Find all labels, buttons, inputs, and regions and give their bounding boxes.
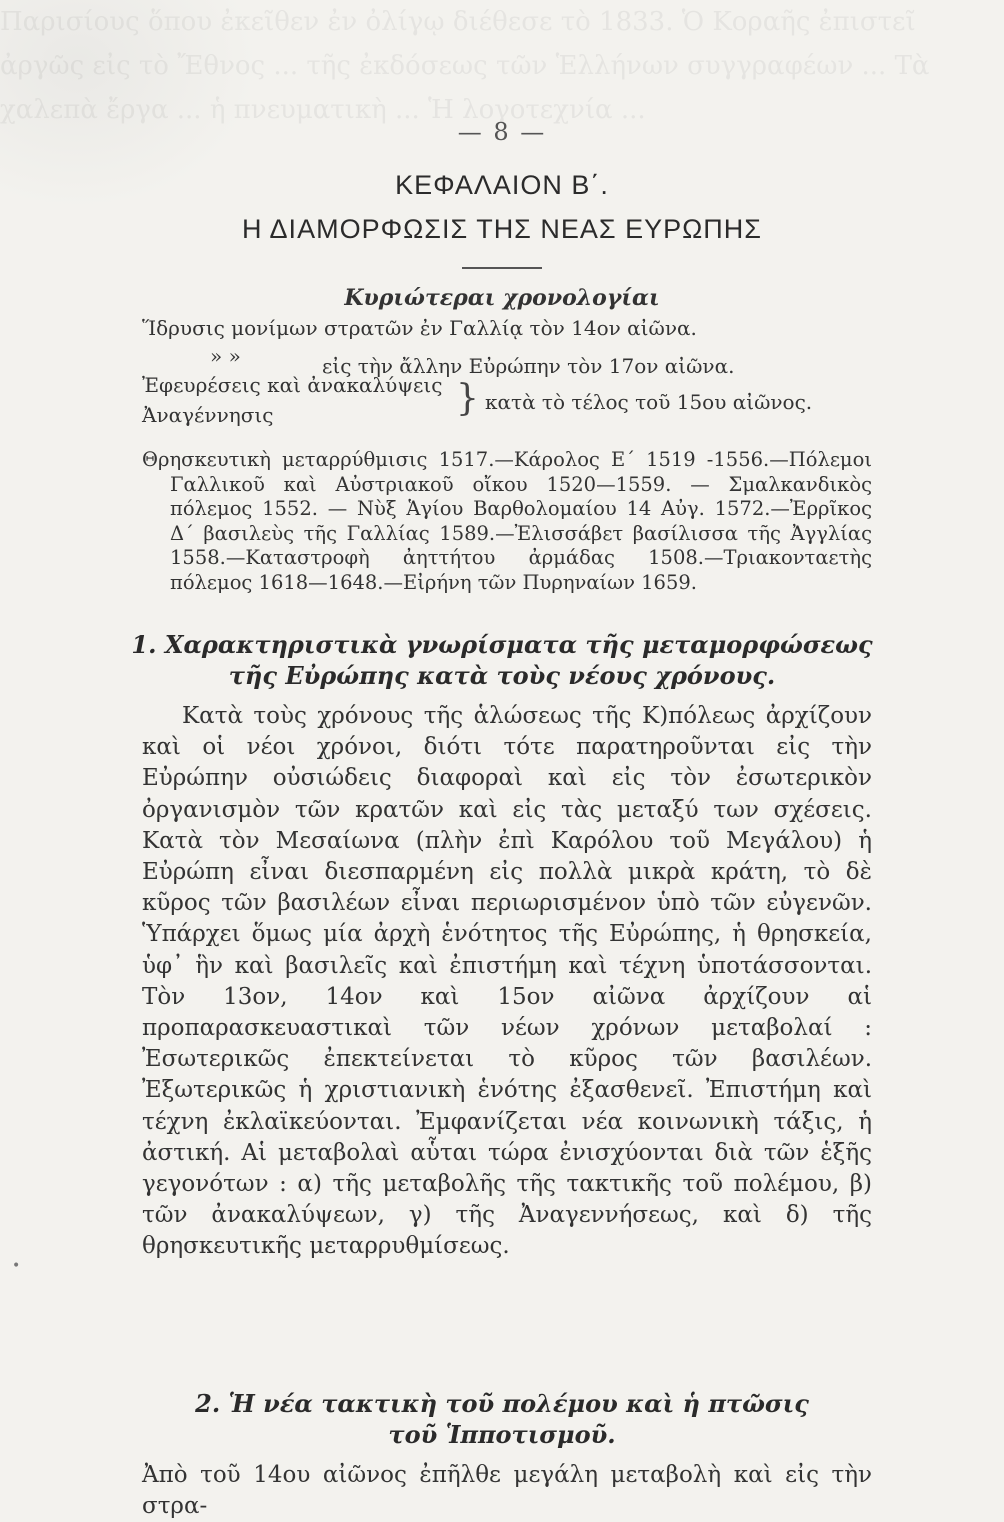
- body-paragraph: Ἀπὸ τοῦ 14ου αἰῶνος ἐπῆλθε μεγάλη μεταβολὴ καὶ εἰς τὴν στρα-: [142, 1462, 872, 1520]
- ditto-marks: » »: [210, 344, 241, 368]
- section-heading: τῆς Εὐρώπης κατὰ τοὺς νέους χρόνους.: [228, 661, 776, 690]
- chronology-line: κατὰ τὸ τέλος τοῦ 15ου αἰῶνος.: [485, 390, 813, 414]
- chronology-line: εἰς τὴν ἄλλην Εὐρώπην τὸν 17ον αἰῶνα.: [322, 354, 735, 378]
- section-heading: 2. Ἡ νέα τακτικὴ τοῦ πολέμου καὶ ἡ πτῶσις: [195, 1389, 809, 1418]
- chapter-subtitle: Η ΔΙΑΜΟΡΦΩΣΙΣ ΤΗΣ ΝΕΑΣ ΕΥΡΩΠΗΣ: [242, 214, 762, 244]
- section-heading: τοῦ Ἱπποτισμοῦ.: [388, 1420, 616, 1449]
- chronology-line: Ἐφευρέσεις καὶ ἀνακαλύψεις: [142, 373, 443, 397]
- page-number: — 8 —: [457, 118, 547, 146]
- chronology-line: Ἀναγέννησις: [142, 403, 274, 427]
- chapter-title: ΚΕΦΑΛΑΙΟΝ Β΄.: [395, 170, 609, 200]
- page-speck: •: [12, 1258, 21, 1274]
- bleed-through-text: Παρισίους ὅπου ἐκεῖθεν ἐν ὀλίγῳ διέθεσε τὸ 1833. Ὁ Κοραῆς ἐπιστεῖ ἀργῶς εἰς τὸ Ἔθνος ... τῆς ἐκδόσεως τῶν Ἑλλήνων συγγραφέων ... Τὰ χαλεπὰ ἔργα ... ἡ πνευματικὴ ... Ἡ λογοτεχνία ...: [0, 7, 930, 125]
- chronology-list: Θρησκευτικὴ μεταρρύθμισις 1517.—Κάρολος Ε΄ 1519 -1556.—Πόλεμοι Γαλλικοῦ καὶ Αὐστριακοῦ οἴκου 1520—1559. — Σμαλκανδικὸς πόλεμος 1552. — Νὺξ Ἁγίου Βαρθολομαίου 14 Αὐγ. 1572.—Ἐρρῖκος Δ΄ βασιλεὺς τῆς Γαλλίας 1589.—Ἐλισσάβετ βασίλισσα τῆς Ἀγγλίας 1558.—Καταστροφὴ ἀηττήτου ἀρμάδας 1508.—Τριακονταετὴς πόλεμος 1618—1648.—Εἰρήνη τῶν Πυρηναίων 1659.: [142, 448, 872, 594]
- chronology-heading: Κυριώτεραι χρονολογίαι: [344, 285, 660, 311]
- section-heading: 1. Χαρακτηριστικὰ γνωρίσματα τῆς μεταμορφώσεως: [131, 630, 873, 659]
- body-paragraph: Κατὰ τοὺς χρόνους τῆς ἁλώσεως τῆς Κ)πόλεως ἀρχίζουν καὶ οἱ νέοι χρόνοι, διότι τότε παρατηροῦνται εἰς τὴν Εὐρώπην οὐσιώδεις διαφοραὶ καὶ εἰς τὸν ἐσωτερικὸν ὀργανισμὸν τῶν κρατῶν καὶ εἰς τὰς μεταξύ των σχέσεις. Κατὰ τὸν Μεσαίωνα (πλὴν ἐπὶ Καρόλου τοῦ Μεγάλου) ἡ Εὐρώπη εἶναι διεσπαρμένη εἰς πολλὰ μικρὰ κράτη, τὸ δὲ κῦρος τῶν βασιλέων εἶναι περιωρισμένον ὑπὸ τῶν εὐγενῶν. Ὑπάρχει ὅμως μία ἀρχὴ ἑνότητος τῆς Εὐρώπης, ἡ θρησκεία, ὑφ᾽ ἣν καὶ βασιλεῖς καὶ ἐπιστήμη καὶ τέχνη ὑποτάσσονται. Τὸν 13ον, 14ον καὶ 15ον αἰῶνα ἀρχίζουν αἱ προπαρασκευαστικαὶ τῶν νέων χρόνων μεταβολαί : Ἐσωτερικῶς ἐπεκτείνεται τὸ κῦρος τῶν βασιλέων. Ἐξωτερικῶς ἡ χριστιανικὴ ἑνότης ἐξασθενεῖ. Ἐπιστήμη καὶ τέχνη ἐκλαϊκεύονται. Ἐμφανίζεται νέα κοινωνικὴ τάξις, ἡ ἀστική. Αἱ μεταβολαὶ αὗται τώρα ἐνισχύονται διὰ τῶν ἑξῆς γεγονότων : α) τῆς μεταβολῆς τῆς τακτικῆς τοῦ πολέμου, β) τῶν ἀνακαλύψεων, γ) τῆς Ἀναγεννήσεως, καὶ δ) τῆς θρησκευτικῆς μεταρρυθμίσεως.: [142, 703, 872, 1260]
- title-divider: [462, 267, 542, 269]
- brace-symbol: }: [456, 378, 479, 419]
- chronology-line: Ἵδρυσις μονίμων στρατῶν ἐν Γαλλίᾳ τὸν 14ον αἰῶνα.: [142, 316, 697, 340]
